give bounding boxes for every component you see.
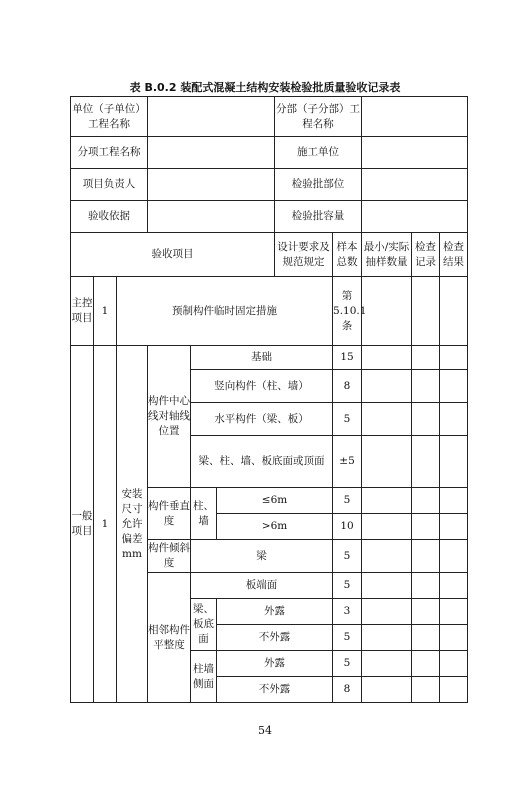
cell[interactable]	[412, 651, 440, 677]
slab-end-label: 板端面	[191, 573, 333, 599]
plumb-le6-value: 5	[333, 488, 362, 514]
exposed-label-1: 外露	[217, 599, 333, 625]
label-project-manager: 项目负责人	[71, 169, 148, 201]
main-control-requirement: 第5.10.1条	[333, 277, 362, 346]
plumb-le6-label: ≤6m	[217, 488, 333, 514]
horizontal-member-label: 水平构件（梁、板）	[191, 403, 333, 436]
plumb-sub: 柱、墙	[191, 488, 217, 540]
inspection-lot-capacity-value[interactable]	[362, 201, 468, 233]
general-category: 安装尺寸允许偏差mm	[117, 346, 148, 703]
cell[interactable]	[440, 573, 468, 599]
cell[interactable]	[440, 346, 468, 370]
cell[interactable]	[362, 625, 412, 651]
vertical-member-value: 8	[333, 370, 362, 403]
cell[interactable]	[440, 370, 468, 403]
project-manager-value[interactable]	[148, 169, 275, 201]
header-sample-total: 样本总数	[333, 233, 362, 277]
cell[interactable]	[412, 346, 440, 370]
elevation-value: ±5	[333, 436, 362, 488]
header-min-actual-sample: 最小/实际抽样数量	[362, 233, 412, 277]
header-design-requirement: 设计要求及规范规定	[275, 233, 333, 277]
acceptance-basis-value[interactable]	[148, 201, 275, 233]
cell[interactable]	[440, 625, 468, 651]
exposed-value-2: 5	[333, 651, 362, 677]
cell[interactable]	[362, 514, 412, 540]
cell[interactable]	[412, 403, 440, 436]
axis-position-group: 构件中心线对轴线位置	[148, 346, 191, 488]
main-control-item: 预制构件临时固定措施	[117, 277, 333, 346]
not-exposed-label-1: 不外露	[217, 625, 333, 651]
cell[interactable]	[412, 514, 440, 540]
label-inspection-lot-location: 检验批部位	[275, 169, 362, 201]
header-check-record: 检查记录	[412, 233, 440, 277]
not-exposed-label-2: 不外露	[217, 677, 333, 703]
main-control-check-record[interactable]	[440, 277, 468, 346]
page-number: 54	[258, 724, 272, 737]
cell[interactable]	[440, 488, 468, 514]
tilt-group: 构件倾斜度	[148, 540, 191, 573]
flatness-group: 相邻构件平整度	[148, 573, 191, 703]
foundation-label: 基础	[191, 346, 333, 370]
cell[interactable]	[412, 540, 440, 573]
label-inspection-lot-capacity: 检验批容量	[275, 201, 362, 233]
column-wall-side-label: 柱墙侧面	[191, 651, 217, 703]
cell[interactable]	[440, 599, 468, 625]
cell[interactable]	[440, 677, 468, 703]
general-no: 1	[94, 346, 117, 703]
cell[interactable]	[362, 488, 412, 514]
cell[interactable]	[362, 599, 412, 625]
cell[interactable]	[362, 403, 412, 436]
cell[interactable]	[412, 625, 440, 651]
main-control-min-sample[interactable]	[412, 277, 440, 346]
cell[interactable]	[440, 514, 468, 540]
plumb-gt6-label: >6m	[217, 514, 333, 540]
general-group: 一般项目	[71, 346, 94, 703]
cell[interactable]	[362, 651, 412, 677]
slab-end-value: 5	[333, 573, 362, 599]
header-items: 验收项目	[71, 233, 275, 277]
label-acceptance-basis: 验收依据	[71, 201, 148, 233]
horizontal-member-value: 5	[333, 403, 362, 436]
label-division-project: 分部（子分部）工程名称	[275, 97, 362, 137]
beam-slab-bottom-label: 梁、板底面	[191, 599, 217, 651]
table-title: 表 B.0.2 装配式混凝土结构安装检验批质量验收记录表	[129, 81, 401, 94]
cell[interactable]	[440, 436, 468, 488]
inspection-lot-location-value[interactable]	[362, 169, 468, 201]
cell[interactable]	[412, 488, 440, 514]
cell[interactable]	[412, 436, 440, 488]
exposed-label-2: 外露	[217, 651, 333, 677]
cell[interactable]	[412, 677, 440, 703]
cell[interactable]	[362, 677, 412, 703]
exposed-value-1: 3	[333, 599, 362, 625]
main-control-sample-total[interactable]	[362, 277, 412, 346]
cell[interactable]	[362, 346, 412, 370]
main-control-no: 1	[94, 277, 117, 346]
plumb-gt6-value: 10	[333, 514, 362, 540]
not-exposed-value-2: 8	[333, 677, 362, 703]
cell[interactable]	[362, 540, 412, 573]
cell[interactable]	[440, 403, 468, 436]
tilt-value: 5	[333, 540, 362, 573]
vertical-member-label: 竖向构件（柱、墙）	[191, 370, 333, 403]
label-subitem-project: 分项工程名称	[71, 137, 148, 169]
cell[interactable]	[362, 436, 412, 488]
acceptance-record-table	[70, 96, 468, 703]
main-control-group: 主控项目	[71, 277, 94, 346]
cell[interactable]	[412, 573, 440, 599]
construction-unit-value[interactable]	[362, 137, 468, 169]
label-unit-project: 单位（子单位）工程名称	[71, 97, 148, 137]
cell[interactable]	[412, 370, 440, 403]
elevation-label: 梁、柱、墙、板底面或顶面	[191, 436, 333, 488]
cell[interactable]	[362, 573, 412, 599]
header-check-result: 检查结果	[440, 233, 468, 277]
division-project-value[interactable]	[362, 97, 468, 137]
cell[interactable]	[440, 540, 468, 573]
cell[interactable]	[412, 599, 440, 625]
cell[interactable]	[440, 651, 468, 677]
unit-project-value[interactable]	[148, 97, 275, 137]
plumb-group: 构件垂直度	[148, 488, 191, 540]
label-construction-unit: 施工单位	[275, 137, 362, 169]
not-exposed-value-1: 5	[333, 625, 362, 651]
tilt-label: 梁	[191, 540, 333, 573]
cell[interactable]	[362, 370, 412, 403]
foundation-value: 15	[333, 346, 362, 370]
subitem-project-value[interactable]	[148, 137, 275, 169]
